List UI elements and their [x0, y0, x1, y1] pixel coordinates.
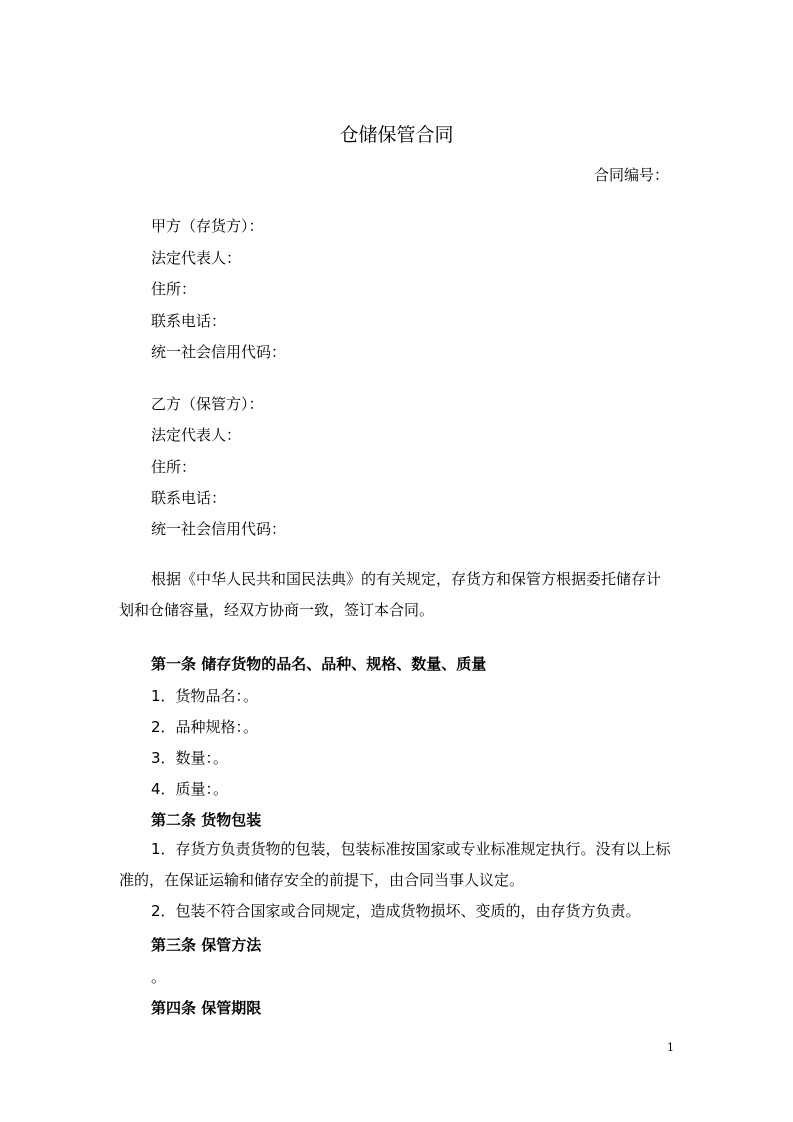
article-4-heading: 第四条 保管期限 [151, 999, 262, 1017]
party-a-credit-code-label: 统一社会信用代码： [151, 343, 287, 361]
article-3-heading: 第三条 保管方法 [151, 936, 262, 954]
party-a-legal-rep-label: 法定代表人： [151, 249, 242, 267]
article-3-content: 。 [151, 968, 167, 986]
article-2-item: 1．存货方负责货物的包装，包装标准按国家或专业标准规定执行。没有以上标准的，在保证运输和储存安全的前提下，由合同当事人议定。 [119, 840, 671, 889]
party-a-phone-label: 联系电话： [151, 312, 227, 330]
party-a-name-label: 甲方（存货方）： [151, 217, 264, 235]
party-b-legal-rep-label: 法定代表人： [151, 426, 242, 444]
party-b-credit-code-label: 统一社会信用代码： [151, 520, 287, 538]
page-number: 1 [667, 1041, 674, 1054]
contract-number-label: 合同编号： [593, 166, 669, 184]
article-1-item: 2．品种规格：。 [151, 718, 259, 736]
article-2-heading: 第二条 货物包装 [151, 811, 262, 829]
intro-paragraph: 根据《中华人民共和国民法典》的有关规定，存货方和保管方根据委托储存计划和仓储容量，经双方协商一致，签订本合同。 [119, 570, 662, 619]
party-b-phone-label: 联系电话： [151, 489, 227, 507]
article-1-heading: 第一条 储存货物的品名、品种、规格、数量、质量 [151, 655, 487, 673]
article-1-item: 3．数量：。 [151, 749, 229, 767]
party-b-name-label: 乙方（保管方）： [151, 395, 264, 413]
article-1-item: 4．质量：。 [151, 780, 229, 798]
article-2-item: 2．包装不符合国家或合同规定，造成货物损坏、变质的，由存货方负责。 [151, 902, 641, 920]
party-a-address-label: 住所： [151, 280, 197, 298]
document-title: 仓储保管合同 [339, 124, 454, 146]
party-b-address-label: 住所： [151, 458, 197, 476]
article-1-item: 1．货物品名：。 [151, 687, 259, 705]
